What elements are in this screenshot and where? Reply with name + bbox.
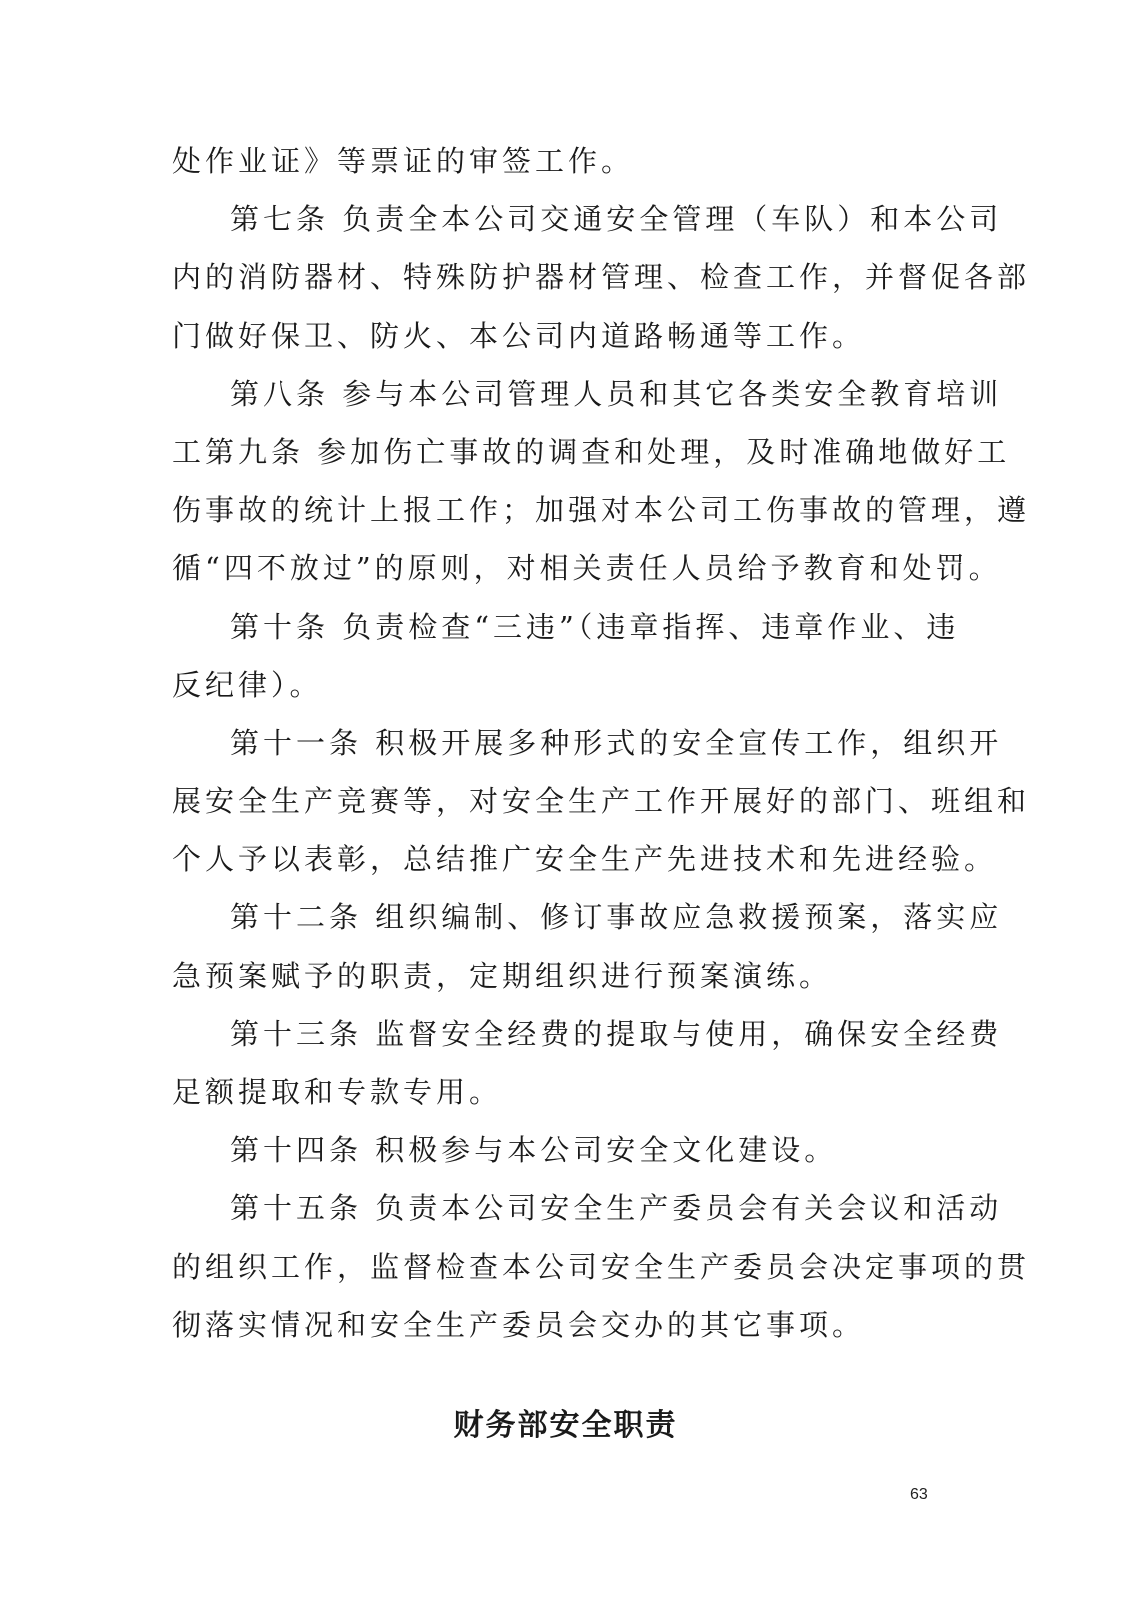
text-line: 循“四不放过”的原则，对相关责任人员给予教育和处罚。 — [172, 551, 1002, 586]
text-line: 急预案赋予的职责，定期组织进行预案演练。 — [172, 958, 833, 993]
text-line: 门做好保卫、防火、本公司内道路畅通等工作。 — [172, 318, 866, 353]
text-line: 处作业证》等票证的审签工作。 — [172, 144, 635, 178]
text-line: 反纪律）。 — [172, 667, 323, 702]
text-line: 展安全生产竞赛等，对安全生产工作开展好的部门、班组和 — [172, 784, 1031, 819]
article-8-line: 第八条 参与本公司管理人员和其它各类安全教育培训 — [230, 376, 1003, 411]
section-heading: 财务部安全职责 — [453, 1408, 678, 1443]
page-number: 63 — [910, 1486, 928, 1503]
text-line: 工第九条 参加伤亡事故的调查和处理，及时准确地做好工 — [172, 434, 1011, 469]
text-line: 个人予以表彰，总结推广安全生产先进技术和先进经验。 — [172, 842, 998, 877]
article-15-line: 第十五条 负责本公司安全生产委员会有关会议和活动 — [230, 1191, 1003, 1226]
text-line: 的组织工作，监督检查本公司安全生产委员会决定事项的贯 — [172, 1249, 1031, 1284]
article-14-line: 第十四条 积极参与本公司安全文化建设。 — [230, 1133, 838, 1168]
text-line: 伤事故的统计上报工作；加强对本公司工伤事故的管理，遵 — [172, 493, 1031, 528]
article-13-line: 第十三条 监督安全经费的提取与使用，确保安全经费 — [230, 1016, 1003, 1051]
article-12-line: 第十二条 组织编制、修订事故应急救援预案，落实应 — [230, 900, 1003, 935]
article-7-line: 第七条 负责全本公司交通安全管理（车队）和本公司 — [230, 202, 1003, 237]
text-line: 彻落实情况和安全生产委员会交办的其它事项。 — [172, 1307, 866, 1342]
text-line: 内的消防器材、特殊防护器材管理、检查工作，并督促各部 — [172, 260, 1031, 295]
article-11-line: 第十一条 积极开展多种形式的安全宣传工作，组织开 — [230, 725, 1003, 760]
text-line: 足额提取和专款专用。 — [172, 1075, 503, 1109]
body-text — [172, 132, 1031, 1354]
article-10-line: 第十条 负责检查“三违”（违章指挥、违章作业、违 — [230, 609, 960, 644]
